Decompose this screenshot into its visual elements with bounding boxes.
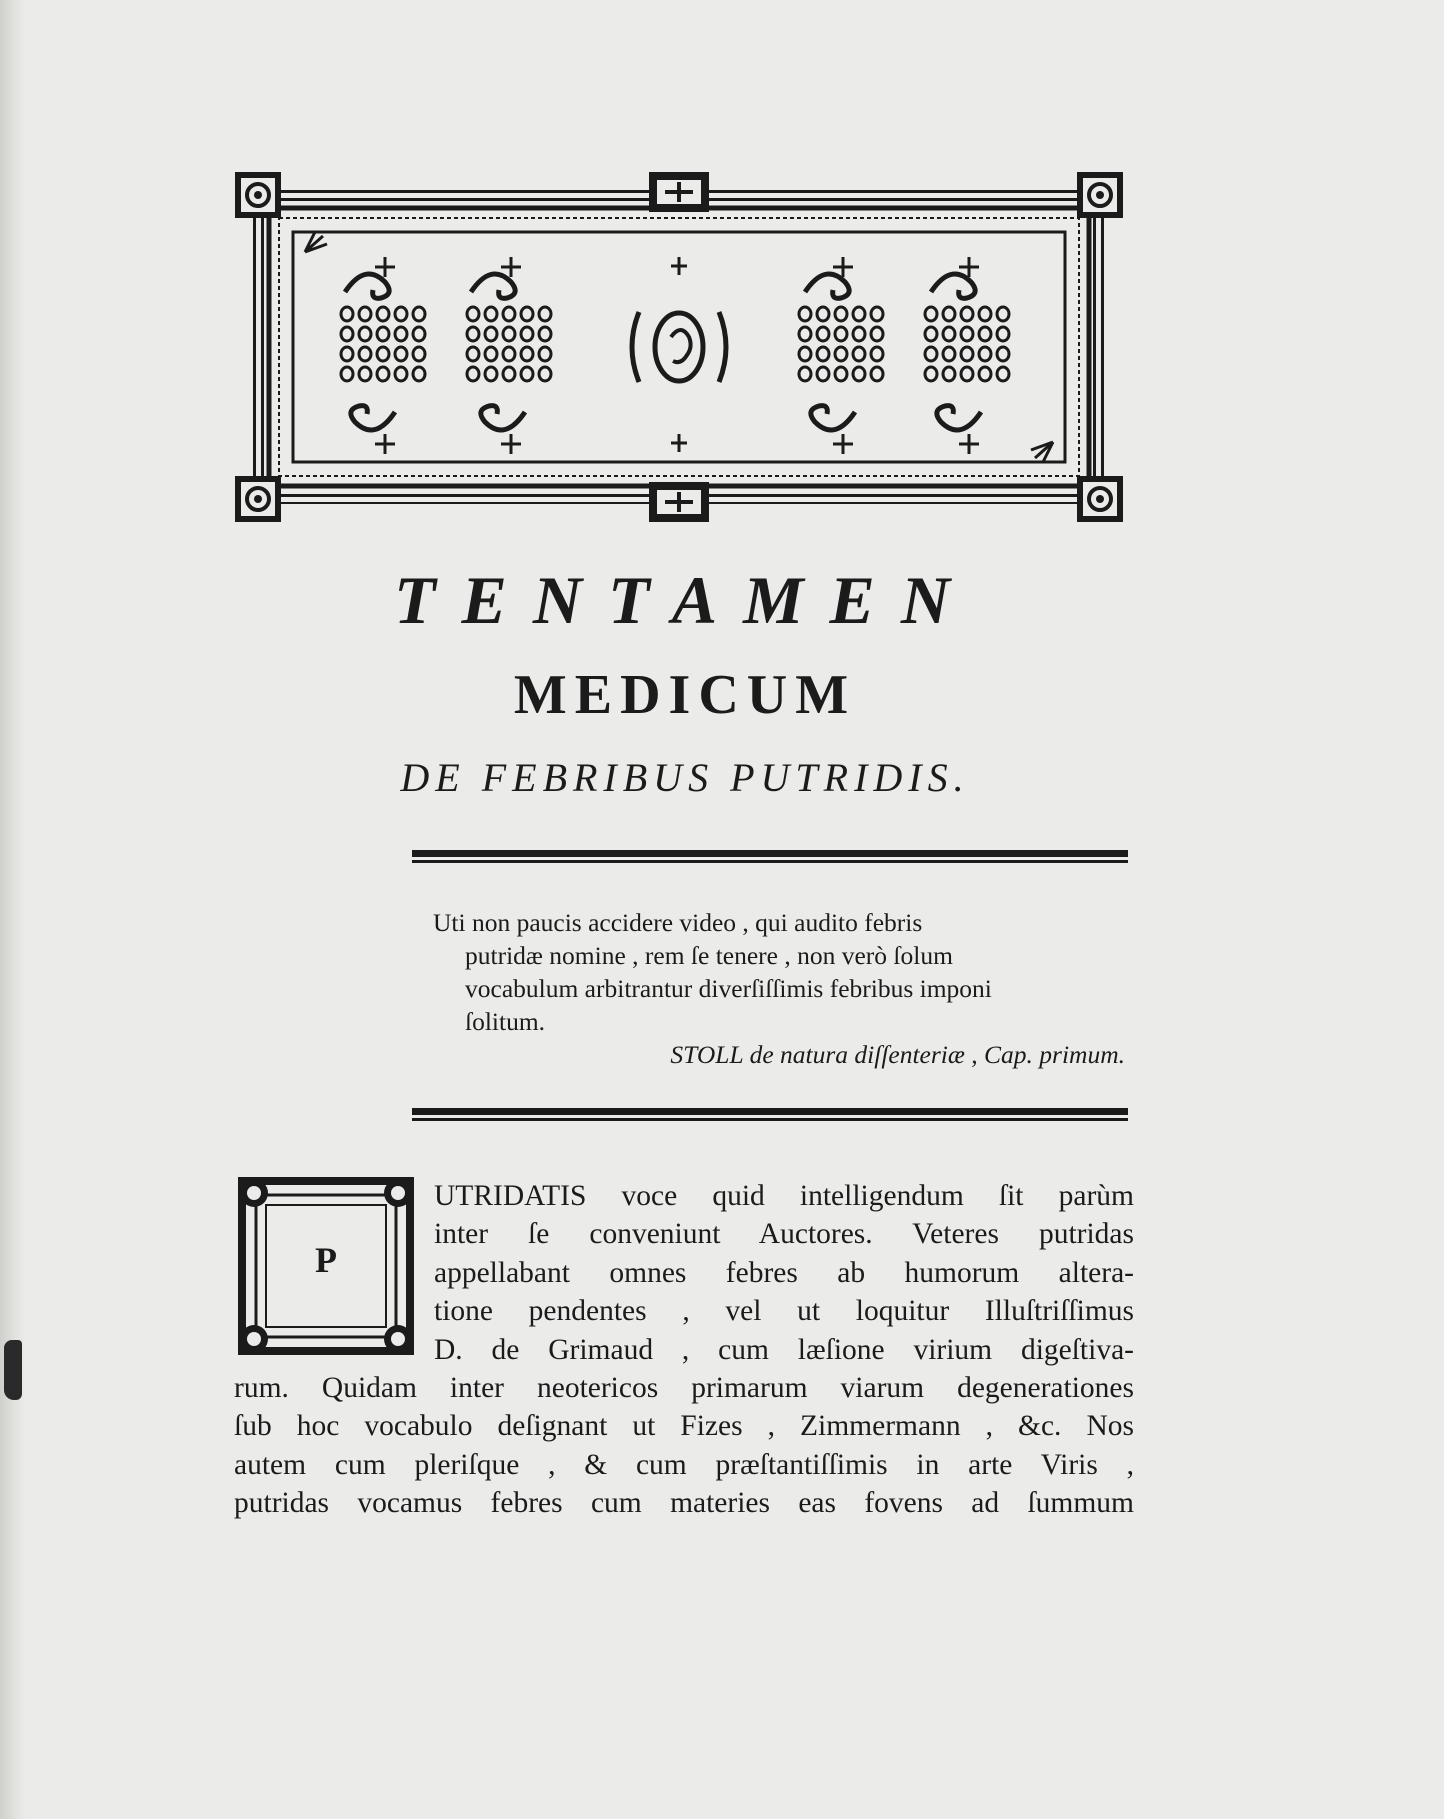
body-line: appellabant omnes febres ab humorum altera- [434,1256,1134,1289]
title-tentamen: TENTAMEN [393,562,977,638]
body-line: rum. Quidam inter neotericos primarum viarum degenerationes [234,1372,1134,1405]
epigraph-line: Uti non paucis accidere video , qui audito febris [433,908,923,937]
body-line: tione pendentes , vel ut loquitur Illuſtriſſimus [434,1295,1134,1328]
epigraph-attribution: STOLL de natura diſſenteriæ , Cap. primum. [670,1040,1125,1069]
title-medicum: MEDICUM [513,664,857,726]
body-paragraph [234,1177,1134,1523]
body-line: inter ſe conveniunt Auctores. Veteres putridas [434,1218,1134,1251]
body-line: UTRIDATIS voce quid intelligendum ſit parùm [434,1180,1134,1212]
epigraph-line: vocabulum arbitrantur diverſiſſimis febribus imponi [465,974,992,1003]
binding-mark [4,1340,22,1400]
title-de-febribus-putridis: DE FEBRIBUS PUTRIDIS. [400,755,970,800]
body-line: autem cum pleriſque , & cum præſtantiſſimis in arte Viris , [234,1448,1134,1481]
epigraph [433,906,1125,1038]
double-rule-top [412,850,1128,866]
drop-cap-letter: P [315,1240,337,1280]
body-line: D. de Grimaud , cum læſione virium digeſtiva- [434,1333,1134,1366]
page-gutter [0,0,26,1819]
epigraph-line: putridæ nomine , rem ſe tenere , non verò ſolum [465,941,953,970]
body-line: ſub hoc vocabulo deſignant ut Fizes , Zimmermann , &c. Nos [234,1410,1134,1443]
body-line: putridas vocamus febres cum materies eas fovens ad ſummum [234,1487,1134,1520]
epigraph-line: ſolitum. [465,1007,546,1036]
ornamental-headpiece-icon [235,172,1123,522]
double-rule-bottom [412,1108,1128,1124]
